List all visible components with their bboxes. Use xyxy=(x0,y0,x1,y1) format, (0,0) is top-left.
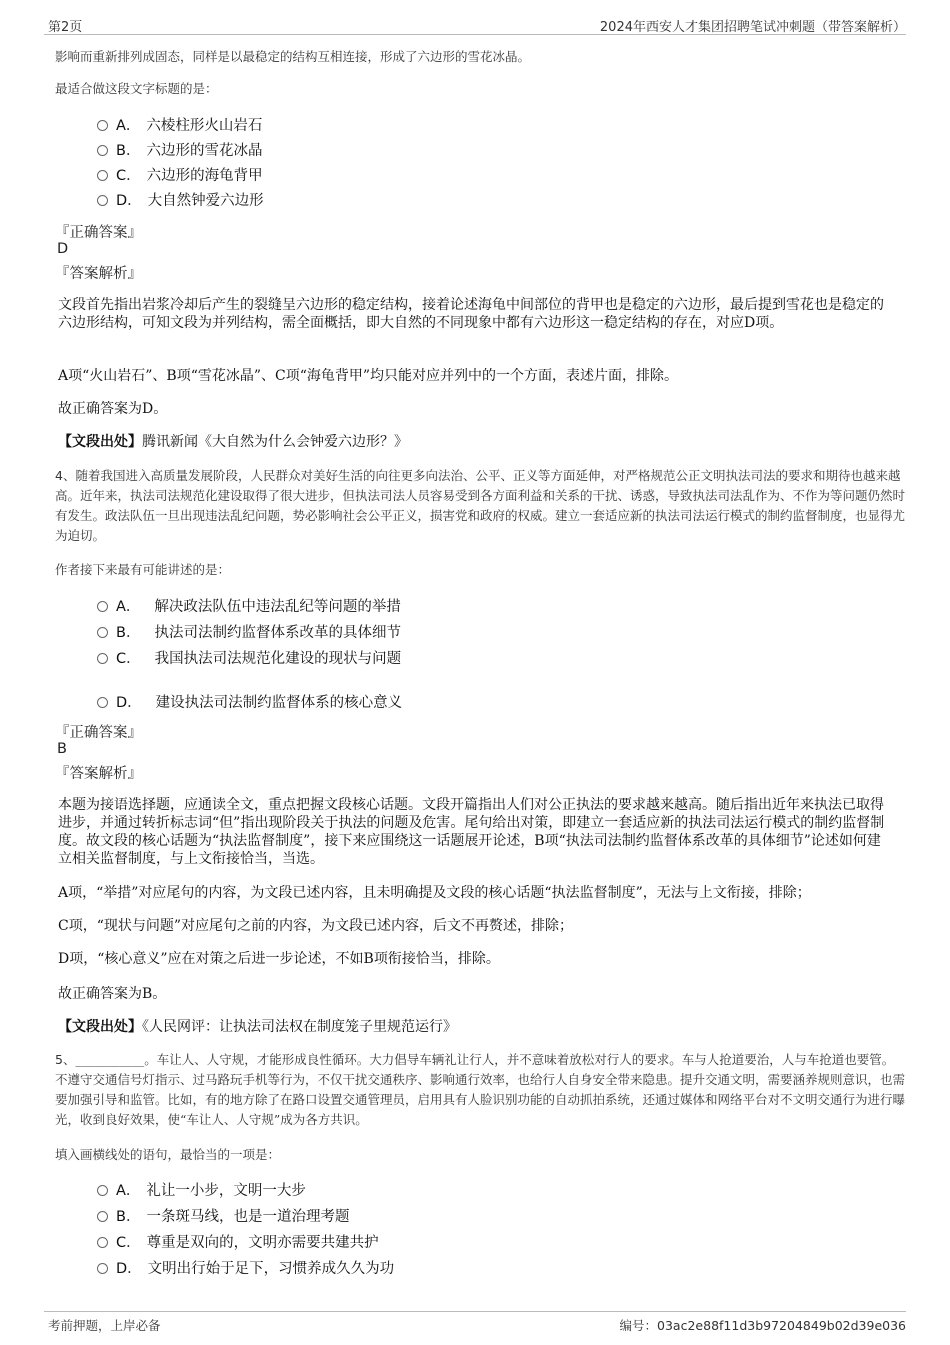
q4-analysis-p1: 本题为接语选择题，应通读全文，重点把握文段核心话题。文段开篇指出人们对公正执法的要求越来越高。随后指出近年来执法已取得进步，并通过转折标志词“但”指出现阶段关于执法的问题及危害。尾句给出对策，即建立一套适应新的执法司法运行模式的制约监督制度。故文段的核心话题为“执法监督制度”，接下来应围绕这一话题展开论述，B项“执法司法制约监督体系改革的具体细节”论述如何建立相关监督制度，与上文衔接恰当，当选。 xyxy=(58,797,885,867)
radio-icon[interactable] xyxy=(97,1263,108,1274)
q4-option-b[interactable]: B． 执法司法制约监督体系改革的具体细节 xyxy=(97,622,401,644)
radio-icon[interactable] xyxy=(97,195,108,206)
q4-passage xyxy=(55,466,905,546)
q3-passage-tail: 影响而重新排列成固态，同样是以最稳定的结构互相连接，形成了六边形的雪花冰晶。 xyxy=(55,49,531,64)
q4-option-a[interactable]: A． 解决政法队伍中违法乱纪等问题的举措 xyxy=(97,596,401,618)
q3-option-d[interactable]: D． 大自然钟爱六边形 xyxy=(97,190,264,212)
q4-source-text: 《人民网评：让执法司法权在制度笼子里规范运行》 xyxy=(142,1019,457,1035)
q5-option-b[interactable]: B． 一条斑马线，也是一道治理考题 xyxy=(97,1206,349,1228)
footer-id xyxy=(620,1316,906,1334)
footer-slogan: 考前押题，上岸必备 xyxy=(48,1318,161,1333)
q4-analysis-p2: A项，“举措”对应尾句的内容，为文段已述内容，且未明确提及文段的核心话题“执法监督制度”，无法与上文衔接，排除； xyxy=(58,885,811,901)
q4-source xyxy=(58,1018,888,1036)
q4-answer-label: 『正确答案』 xyxy=(55,725,142,741)
q3-answer: D xyxy=(57,241,69,257)
q3-source-label: 【文段出处】 xyxy=(58,434,142,450)
q3-option-a[interactable]: A． 六棱柱形火山岩石 xyxy=(97,115,262,137)
page-footer xyxy=(44,1311,906,1336)
radio-icon[interactable] xyxy=(97,120,108,131)
q4-analysis-label: 『答案解析』 xyxy=(55,766,142,782)
q4-number: 4、 xyxy=(55,468,76,483)
page-number: 第2页 xyxy=(48,20,83,35)
q5-blank[interactable]: ___________ xyxy=(75,1052,145,1067)
q4-option-c[interactable]: C． 我国执法司法规范化建设的现状与问题 xyxy=(97,648,401,670)
radio-icon[interactable] xyxy=(97,653,108,664)
q5-option-c[interactable]: C． 尊重是双向的，文明亦需要共建共护 xyxy=(97,1232,379,1254)
radio-icon[interactable] xyxy=(97,1185,108,1196)
q5-passage xyxy=(55,1050,905,1130)
footer-id-value: 03ac2e88f11d3b97204849b02d39e036 xyxy=(657,1318,906,1333)
q4-analysis-p3: C项，“现状与问题”对应尾句之前的内容，为文段已述内容，后文不再赘述，排除； xyxy=(58,918,574,934)
q3-analysis-label: 『答案解析』 xyxy=(55,266,142,282)
q4-passage-text: 随着我国进入高质量发展阶段，人民群众对美好生活的向往更多向法治、公平、正义等方面延伸，对严格规范公正文明执法司法的要求和期待也越来越高。近年来，执法司法规范化建设取得了很大进步，但执法司法人员容易受到各方面利益和关系的干扰、诱惑，导致执法司法乱作为、不作为等问题仍然时有发生。政法队伍一旦出现违法乱纪问题，势必影响社会公平正义，损害党和政府的权威。建立一套适应新的执法司法运行模式的制约监督制度，也显得尤为迫切。 xyxy=(55,468,906,543)
q3-answer-label: 『正确答案』 xyxy=(55,225,142,241)
radio-icon[interactable] xyxy=(97,1237,108,1248)
q4-analysis-p4: D项，“核心意义”应在对策之后进一步论述，不如B项衔接恰当，排除。 xyxy=(58,951,500,967)
q4-source-label: 【文段出处】 xyxy=(58,1019,142,1035)
q5-option-d[interactable]: D． 文明出行始于足下，习惯养成久久为功 xyxy=(97,1258,394,1280)
q4-analysis-p5: 故正确答案为B。 xyxy=(58,986,167,1002)
q3-analysis-p3: 故正确答案为D。 xyxy=(58,401,168,417)
q5-passage-text: 。车让人、人守规，才能形成良性循环。大力倡导车辆礼让行人，并不意味着放松对行人的要求。车与人抢道要治，人与车抢道也要管。不遵守交通信号灯指示、过马路玩手机等行为，不仅干扰交通秩序、影响通行效率，也给行人自身安全带来隐患。提升交通文明，需要涵养规则意识，也需要加强引导和监管。比如，有的地方除了在路口设置交通管理员，启用具有人脸识别功能的自动抓拍系统，还通过媒体和网络平台对不文明交通行为进行曝光，收到良好效果，使“车让人、人守规”成为各方共识。 xyxy=(55,1052,906,1127)
radio-icon[interactable] xyxy=(97,1211,108,1222)
q4-prompt: 作者接下来最有可能讲述的是： xyxy=(55,562,231,577)
radio-icon[interactable] xyxy=(97,145,108,156)
q5-number: 5、 xyxy=(55,1052,76,1067)
q3-option-b[interactable]: B． 六边形的雪花冰晶 xyxy=(97,140,262,162)
q5-option-a[interactable]: A． 礼让一小步，文明一大步 xyxy=(97,1180,306,1202)
footer-id-label: 编号： xyxy=(619,1318,658,1333)
q3-analysis-p1: 文段首先指出岩浆冷却后产生的裂缝呈六边形的稳定结构，接着论述海龟中间部位的背甲也是稳定的六边形，最后提到雪花也是稳定的六边形结构，可知文段为并列结构，需全面概括，即大自然的不同现象中都有六边形这一稳定结构的存在，对应D项。 xyxy=(58,297,884,331)
radio-icon[interactable] xyxy=(97,697,108,708)
q3-prompt: 最适合做这段文字标题的是： xyxy=(55,81,218,96)
document-title: 2024年西安人才集团招聘笔试冲刺题（带答案解析） xyxy=(599,20,906,35)
q4-option-d[interactable]: D． 建设执法司法制约监督体系的核心意义 xyxy=(97,692,402,714)
q5-prompt: 填入画横线处的语句，最恰当的一项是： xyxy=(55,1147,281,1162)
radio-icon[interactable] xyxy=(97,170,108,181)
page-header xyxy=(44,14,906,35)
q3-source xyxy=(58,433,888,451)
q3-source-text: 腾讯新闻《大自然为什么会钟爱六边形？》 xyxy=(142,434,408,450)
radio-icon[interactable] xyxy=(97,601,108,612)
q3-option-c[interactable]: C． 六边形的海龟背甲 xyxy=(97,165,263,187)
q4-answer: B xyxy=(57,741,67,757)
q3-analysis-p2: A项“火山岩石”、B项“雪花冰晶”、C项“海龟背甲”均只能对应并列中的一个方面，表述片面，排除。 xyxy=(58,368,679,384)
radio-icon[interactable] xyxy=(97,627,108,638)
